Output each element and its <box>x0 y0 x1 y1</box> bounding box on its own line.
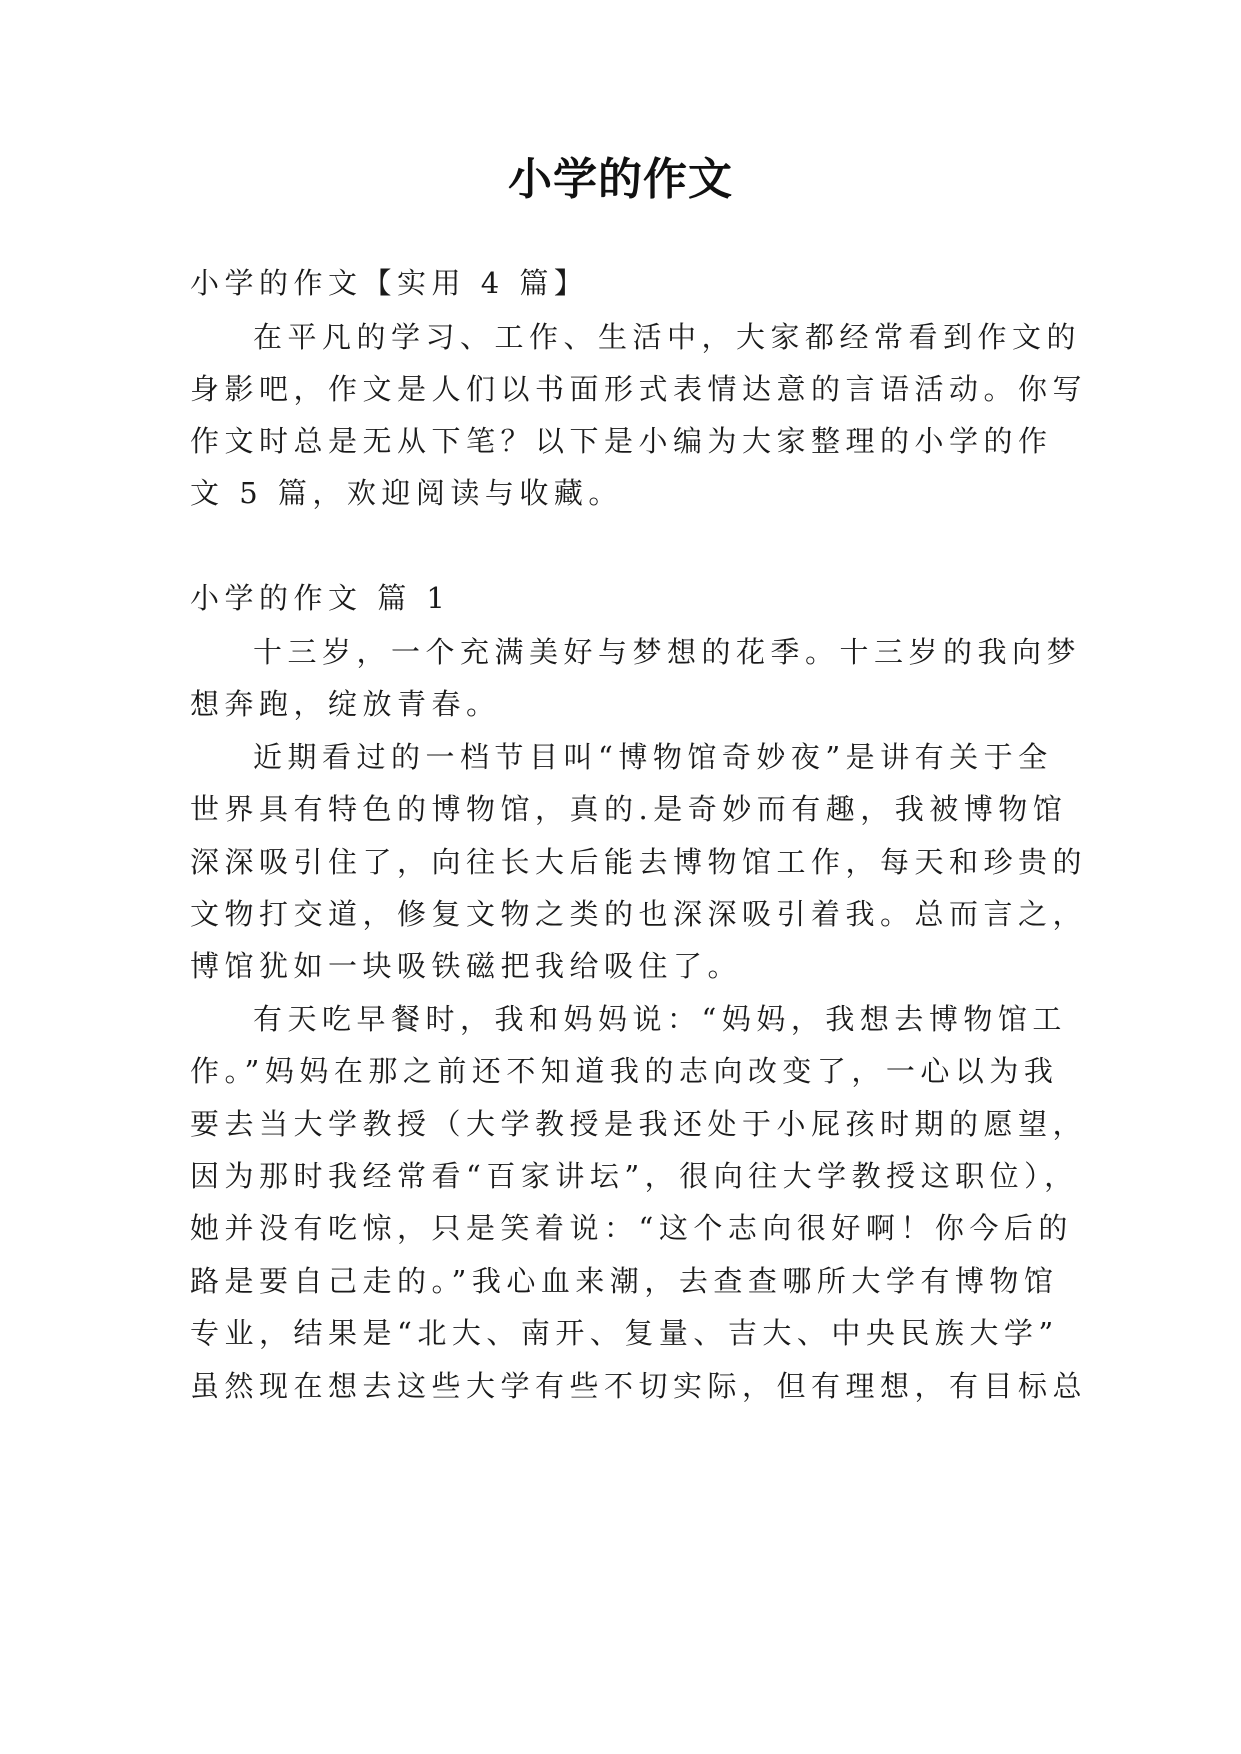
paragraph-line: 作。”妈妈在那之前还不知道我的志向改变了，一心以为我 <box>190 1054 1059 1088</box>
paragraph-line: 深深吸引住了，向往长大后能去博物馆工作，每天和珍贵的 <box>190 845 1088 879</box>
paragraph-line: 作文时总是无从下笔？以下是小编为大家整理的小学的作 <box>190 424 1053 458</box>
paragraph-line: 在平凡的学习、工作、生活中，大家都经常看到作文的 <box>253 320 1082 354</box>
paragraph-line: 有天吃早餐时，我和妈妈说：“妈妈，我想去博物馆工 <box>253 1002 1067 1036</box>
paragraph-line: 因为那时我经常看“百家讲坛”，很向往大学教授这职位）， <box>190 1159 1079 1193</box>
paragraph-line: 十三岁，一个充满美好与梦想的花季。十三岁的我向梦 <box>253 635 1082 669</box>
paragraph-line: 近期看过的一档节目叫“博物馆奇妙夜”是讲有关于全 <box>253 740 1053 774</box>
paragraph-line: 专业，结果是“北大、南开、复量、吉大、中央民族大学” <box>190 1316 1059 1350</box>
paragraph-line: 博馆犹如一块吸铁磁把我给吸住了。 <box>190 949 743 983</box>
paragraph-line: 世界具有特色的博物馆，真的.是奇妙而有趣，我被博物馆 <box>190 792 1068 826</box>
intro-heading: 小学的作文【实用 4 篇】 <box>190 266 589 300</box>
paragraph-line: 想奔跑，绽放青春。 <box>190 687 501 721</box>
paragraph-line: 路是要自己走的。”我心血来潮，去查查哪所大学有博物馆 <box>190 1264 1059 1298</box>
paragraph-line: 要去当大学教授（大学教授是我还处于小屁孩时期的愿望， <box>190 1107 1088 1141</box>
paragraph-line: 文 5 篇，欢迎阅读与收藏。 <box>190 476 623 510</box>
section-heading: 小学的作文 篇 1 <box>190 581 451 615</box>
paragraph-line: 身影吧，作文是人们以书面形式表情达意的言语活动。你写 <box>190 372 1088 406</box>
document-title: 小学的作文 <box>508 154 733 205</box>
paragraph-line: 虽然现在想去这些大学有些不切实际，但有理想，有目标总 <box>190 1369 1088 1403</box>
paragraph-line: 她并没有吃惊，只是笑着说：“这个志向很好啊！你今后的 <box>190 1211 1073 1245</box>
paragraph-line: 文物打交道，修复文物之类的也深深吸引着我。总而言之， <box>190 897 1088 931</box>
